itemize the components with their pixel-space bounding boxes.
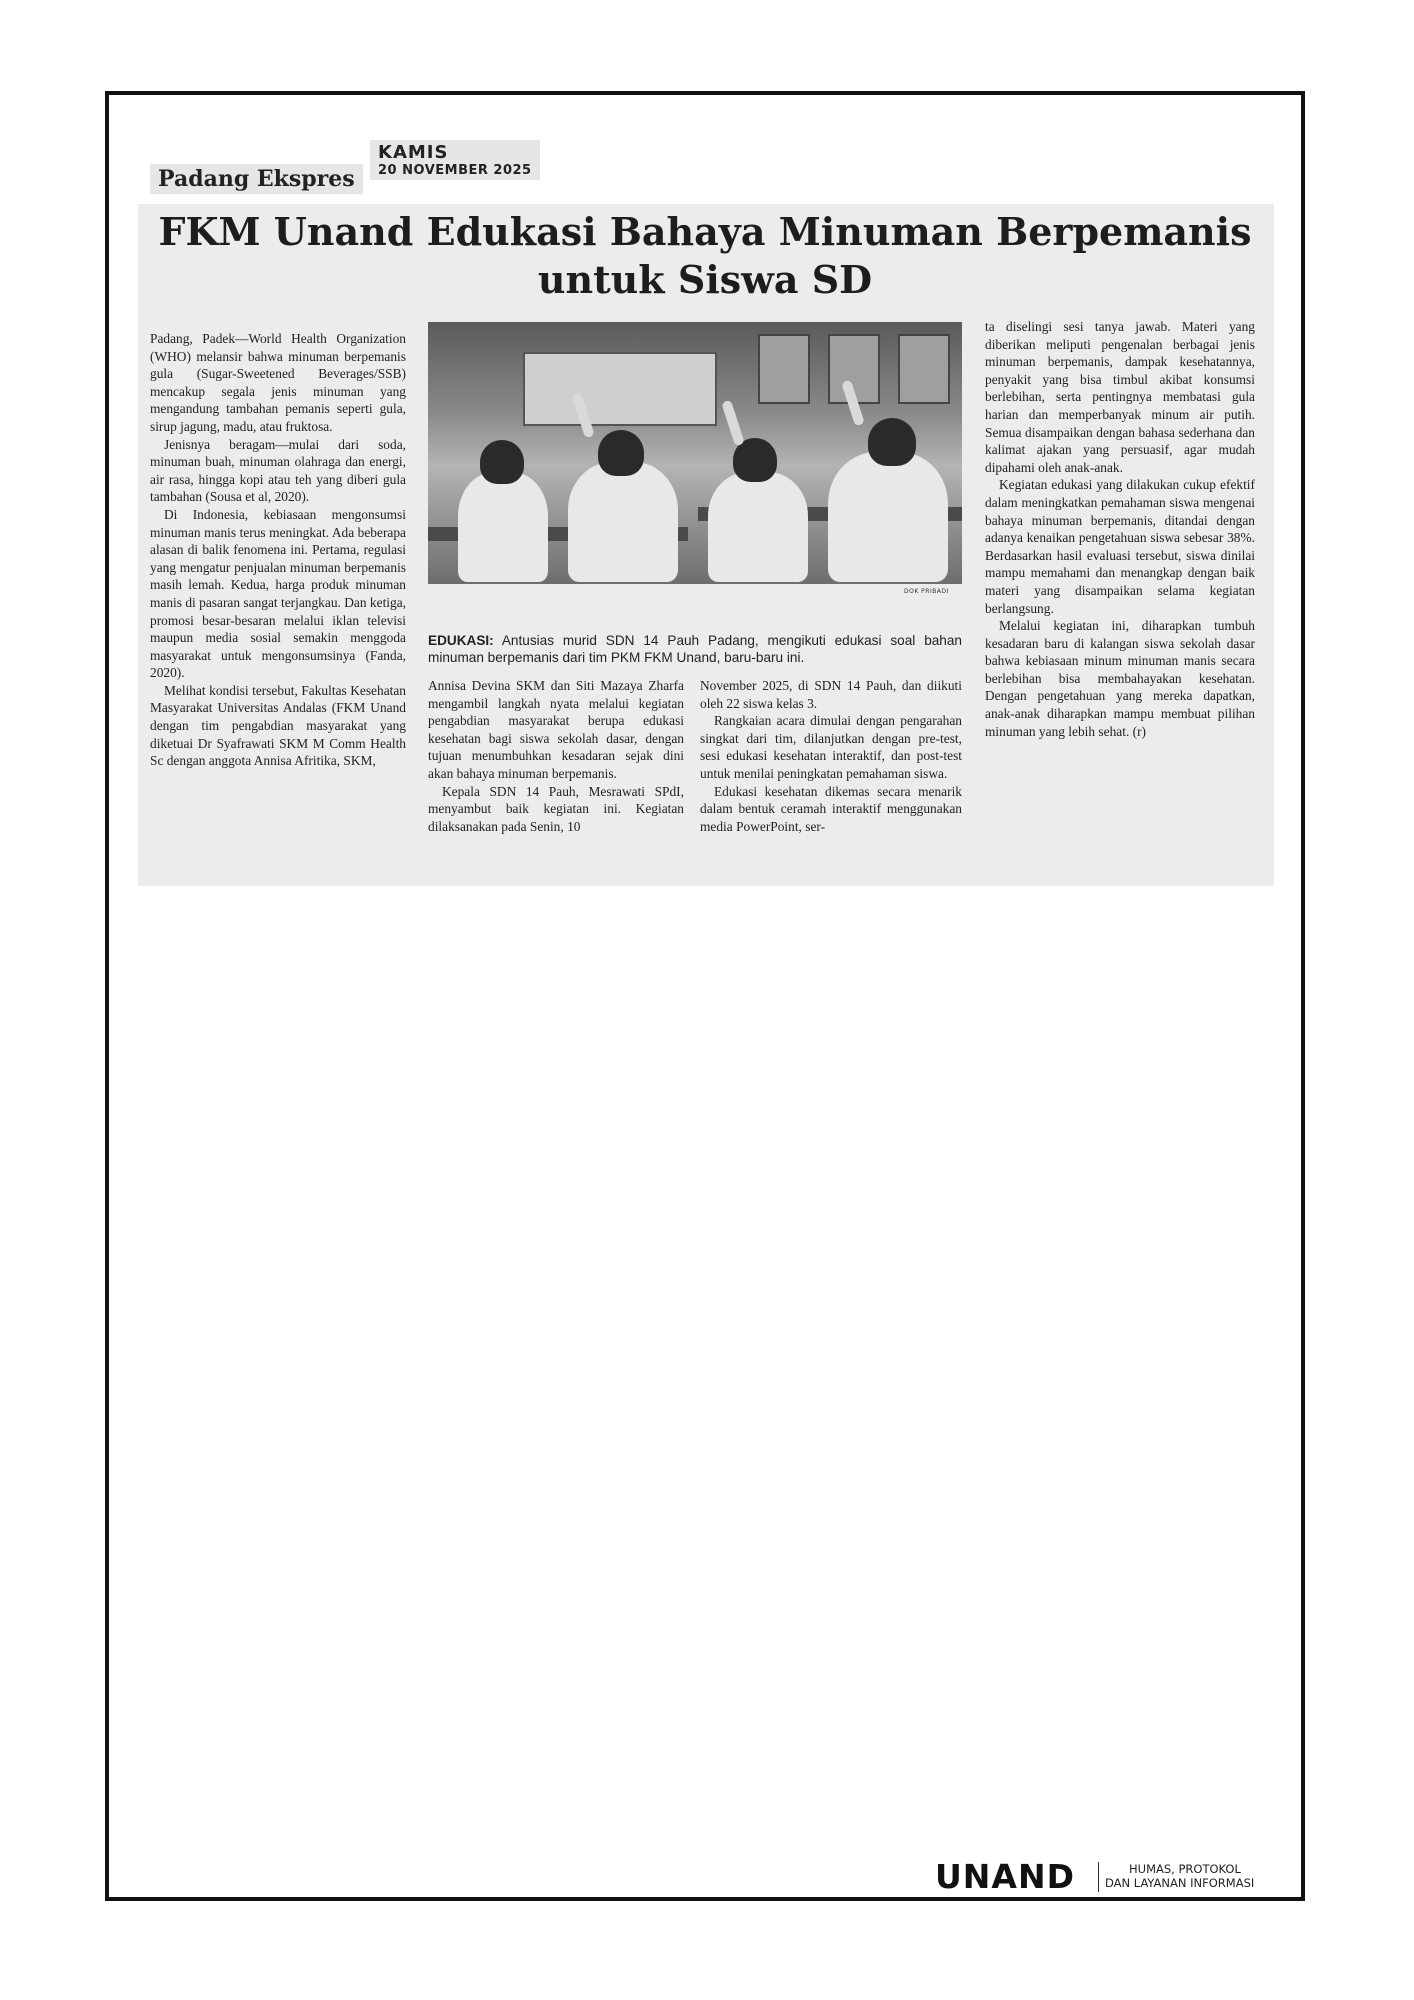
photo-credit: DOK PRIBADI	[904, 588, 949, 595]
raised-arm	[721, 400, 745, 447]
paragraph: November 2025, di SDN 14 Pauh, dan diikuti oleh 22 siswa kelas 3.	[700, 678, 962, 711]
paragraph: Annisa Devina SKM dan Siti Mazaya Zharfa mengambil langkah nyata melalui kegiatan pengabdian masyarakat berupa edukasi kesehatan bagi siswa sekolah dasar, dengan tujuan menumbuhkan kesadaran sejak dini akan bahaya minuman berpemanis.	[428, 678, 684, 781]
article-headline: FKM Unand Edukasi Bahaya Minuman Berpemanis untuk Siswa SD	[158, 209, 1252, 302]
paragraph: Di Indonesia, kebiasaan mengonsumsi minuman manis terus meningkat. Ada beberapa alasan di balik fenomena ini. Pertama, regulasi yang mengatur penjualan minuman berpemanis masih lemah. Kedua, harga produk minuman manis di pasaran sangat terjangkau. Dan ketiga, promosi besar-besaran melalui iklan televisi maupun media sosial semakin menggoda masyarakat untuk mengonsumsinya (Fanda, 2020).	[150, 506, 406, 681]
caption-label: EDUKASI:	[428, 633, 494, 648]
student-head	[598, 430, 644, 476]
unand-humas-logo	[935, 1857, 1305, 1897]
article-column-4	[985, 318, 1255, 740]
publication-day: KAMIS	[378, 142, 449, 163]
paragraph: Jenisnya beragam—mulai dari soda, minuman buah, minuman olahraga dan energi, air rasa, hingga kopi atau teh yang diberi gula tambahan (Sousa et al, 2020).	[150, 436, 406, 505]
whiteboard	[523, 352, 717, 426]
student	[828, 452, 948, 582]
paragraph: Edukasi kesehatan dikemas secara menarik dalam bentuk ceramah interaktif menggunakan media PowerPoint, ser-	[700, 783, 962, 834]
student	[708, 472, 808, 582]
article-photo	[428, 322, 962, 584]
paragraph: Kepala SDN 14 Pauh, Mesrawati SPdI, menyambut baik kegiatan ini. Kegiatan dilaksanakan pada Senin, 10	[428, 783, 684, 834]
window	[758, 334, 810, 404]
publication-date	[370, 140, 540, 180]
logo-wordmark: UNAND	[935, 1857, 1075, 1896]
paragraph: Rangkaian acara dimulai dengan pengarahan singkat dari tim, dilanjutkan dengan pre-test, sesi edukasi kesehatan interaktif, dan post-test untuk menilai peningkatan pemahaman siswa.	[700, 713, 962, 781]
paragraph: Melihat kondisi tersebut, Fakultas Kesehatan Masyarakat Universitas Andalas (FKM Unand dengan tim pengabdian masyarakat yang diketuai Dr Syafrawati SKM M Comm Health Sc dengan anggota Annisa Afritika, SKM,	[150, 682, 406, 769]
caption-text: Antusias murid SDN 14 Pauh Padang, mengikuti edukasi soal bahan minuman berpemanis dari tim PKM FKM Unand, baru-baru ini.	[428, 633, 962, 665]
paragraph: Melalui kegiatan ini, diharapkan tumbuh kesadaran baru di kalangan siswa sekolah dasar bahwa kebiasaan minum minuman manis secara berlebihan bisa membahayakan kesehatan. Dengan pengetahuan yang mereka dapatkan, anak-anak diharapkan mampu membuat pilihan minuman yang lebih sehat. (r)	[985, 618, 1255, 739]
article-column-2	[428, 677, 684, 835]
publication-full-date: 20 NOVEMBER 2025	[378, 163, 532, 178]
student	[568, 462, 678, 582]
article-column-3	[700, 677, 962, 835]
logo-divider	[1098, 1862, 1099, 1892]
window	[898, 334, 950, 404]
student-head	[480, 440, 524, 484]
logo-subtitle-line-1: HUMAS, PROTOKOL	[1129, 1862, 1241, 1876]
student	[458, 472, 548, 582]
article-column-1	[150, 330, 406, 770]
paragraph: Padang, Padek—World Health Organization (WHO) melansir bahwa minuman berpemanis gula (Sugar-Sweetened Beverages/SSB) mencakup segala jenis minuman yang mengandung tambahan pemanis seperti gula, sirup jagung, madu, atau fruktosa.	[150, 331, 406, 434]
student-head	[868, 418, 916, 466]
paragraph: ta diselingi sesi tanya jawab. Materi yang diberikan meliputi pengenalan berbagai jenis minuman berpemanis, dampak kesehatannya, penyakit yang bisa timbul akibat konsumsi berlebihan, serta pentingnya membatasi gula harian dan memperbanyak minum air putih. Semua disampaikan dengan bahasa sederhana dan kalimat ajakan yang persuasif, agar mudah dipahami oleh anak-anak.	[985, 319, 1255, 475]
newspaper-name: Padang Ekspres	[150, 164, 363, 194]
paragraph: Kegiatan edukasi yang dilakukan cukup efektif dalam meningkatkan pemahaman siswa mengenai bahaya minuman berpemanis, ditandai dengan adanya kenaikan pengetahuan siswa sebesar 38%. Berdasarkan hasil evaluasi tersebut, siswa dinilai mampu memahami dan menangkap dengan baik materi yang disampaikan selama kegiatan berlangsung.	[985, 477, 1255, 616]
photo-caption	[428, 632, 962, 666]
logo-subtitle-line-2: DAN LAYANAN INFORMASI	[1105, 1876, 1255, 1890]
